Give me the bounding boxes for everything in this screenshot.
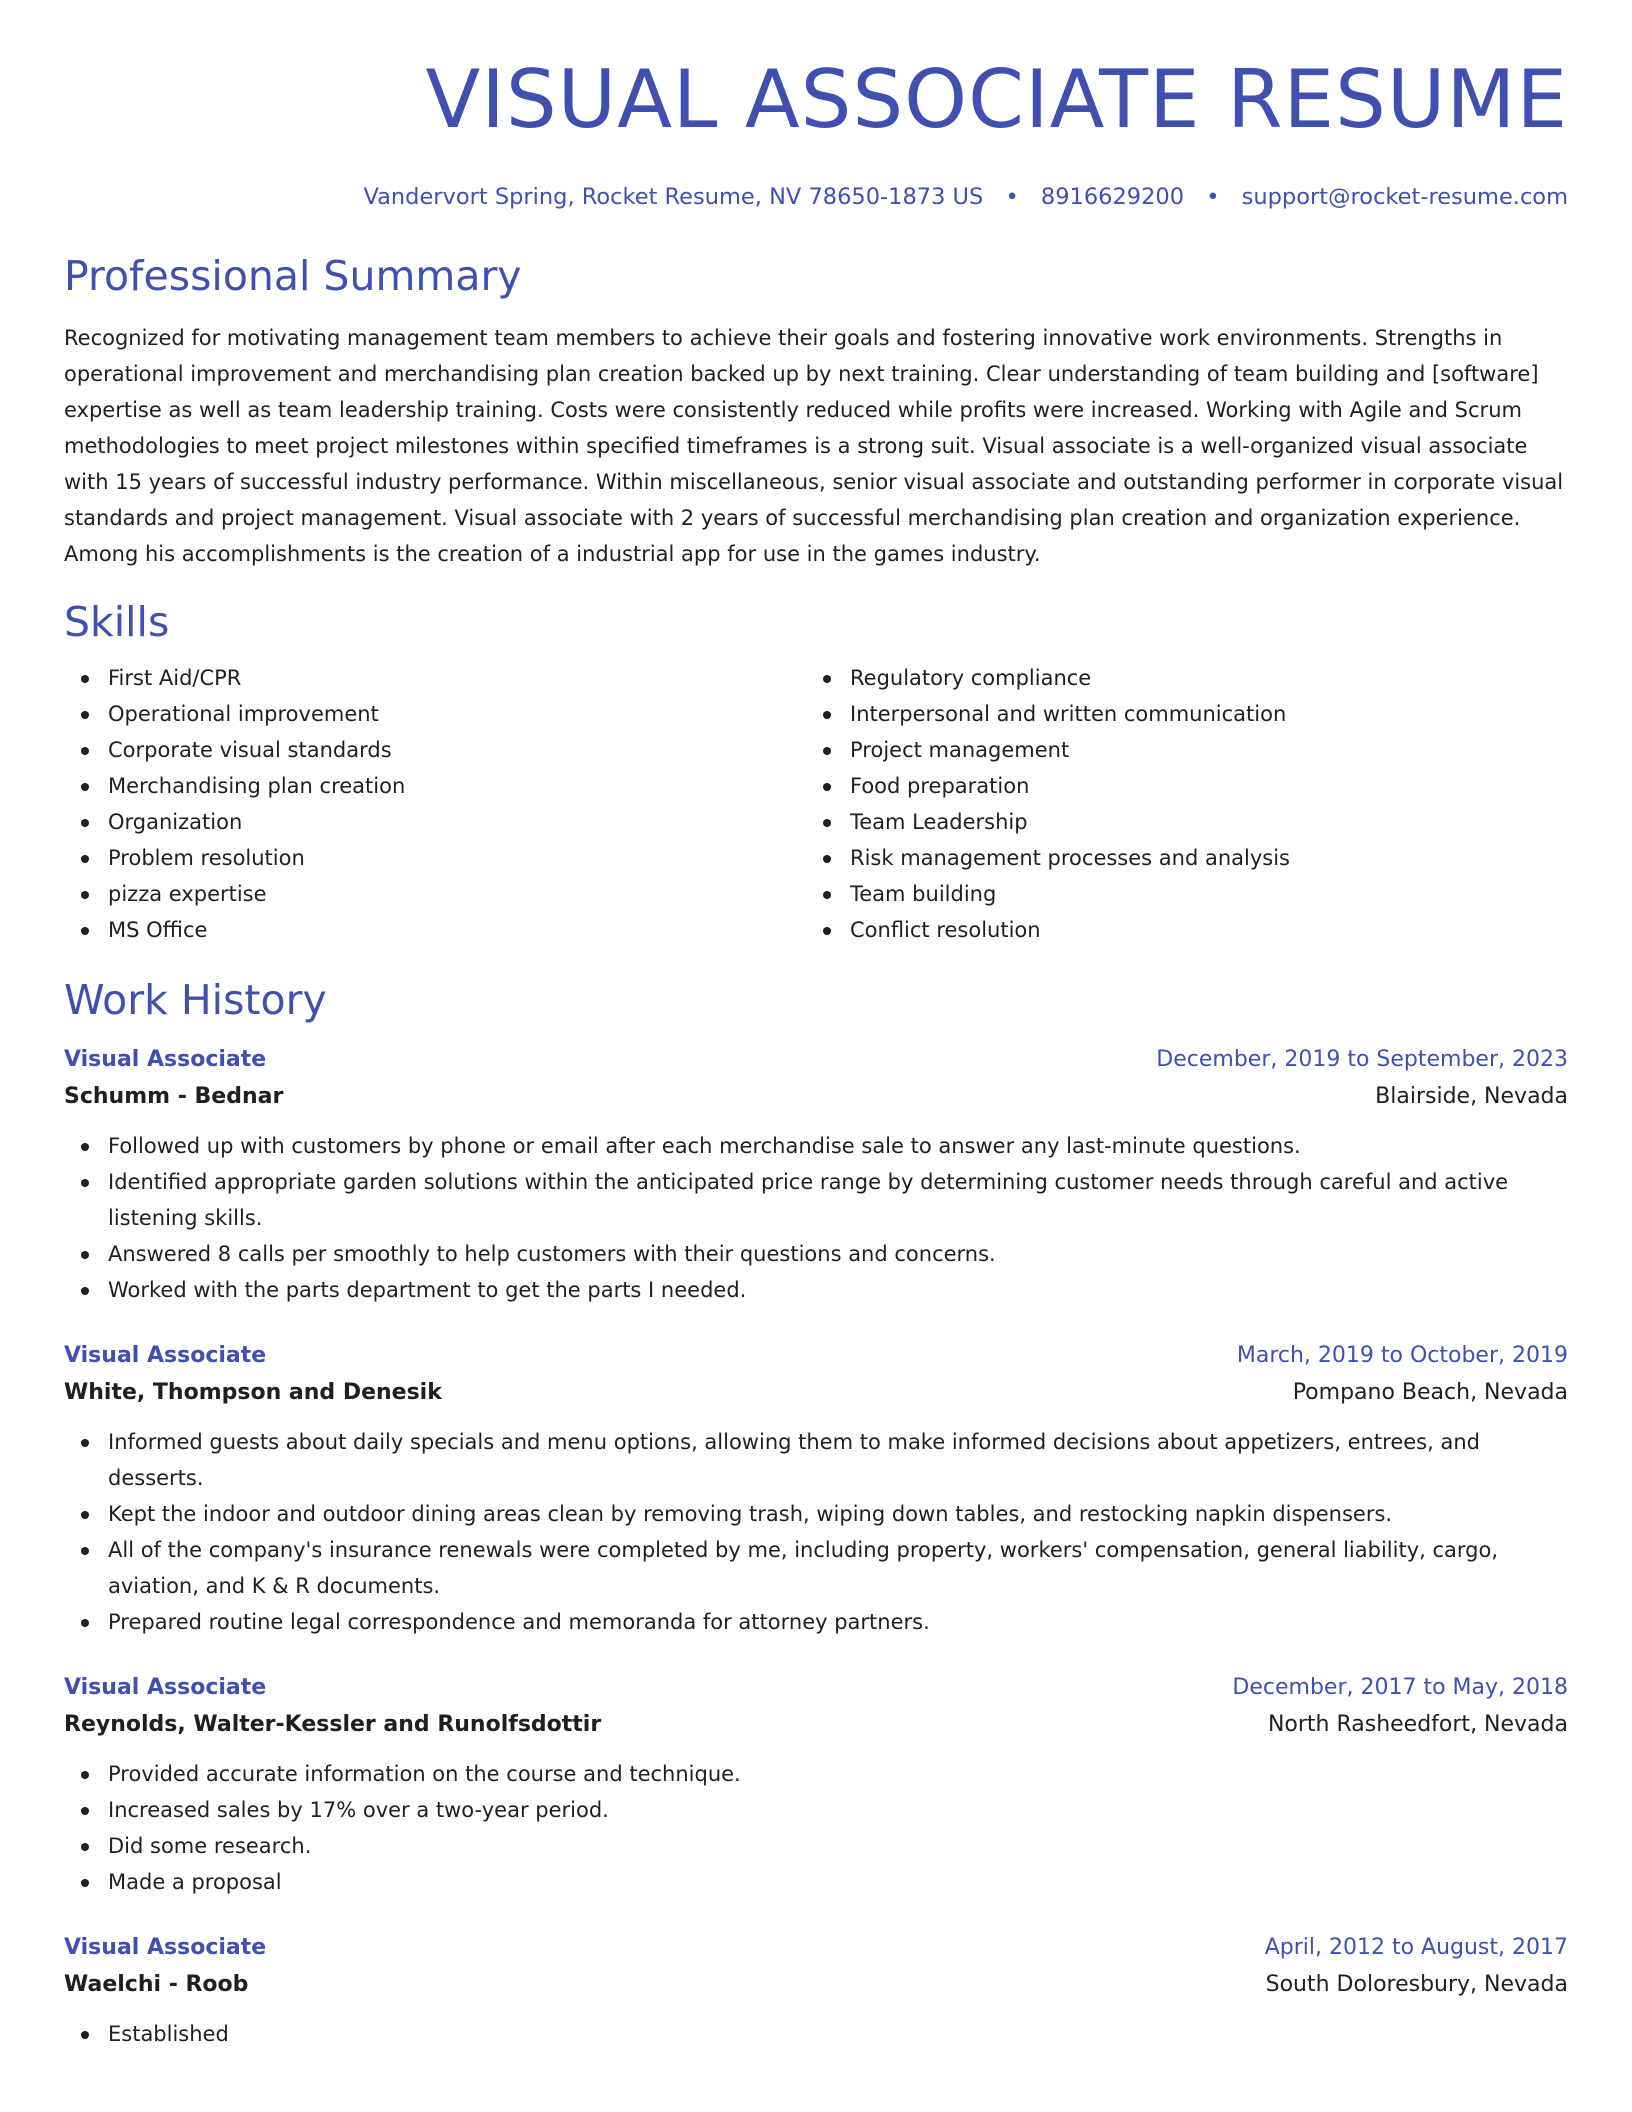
job-entry xyxy=(64,1042,1568,1308)
skill-item: Merchandising plan creation xyxy=(64,768,806,804)
job-duties xyxy=(64,1756,1568,1900)
summary-text: Recognized for motivating management team members to achieve their goals and fostering innovative work environments. Strengths in operational improvement and merchandising plan creation backed up by next training. Clear understanding of team building and [software] expertise as well as team leadership training. Costs were consistently reduced while profits were increased. Working with Agile and Scrum methodologies to meet project milestones within specified timeframes is a strong suit. Visual associate is a well-organized visual associate with 15 years of successful industry performance. Within miscellaneous, senior visual associate and outstanding performer in corporate visual standards and project management. Visual associate with 2 years of successful merchandising plan creation and organization experience. Among his accomplishments is the creation of a industrial app for use in the games industry. xyxy=(64,326,1564,566)
contact-phone: 8916629200 xyxy=(1040,184,1185,210)
contact-address: Vandervort Spring, Rocket Resume, NV 78650-1873 US xyxy=(363,184,984,210)
duty-item: Did some research. xyxy=(64,1828,1568,1864)
duty-item: Increased sales by 17% over a two-year period. xyxy=(64,1792,1568,1828)
skill-item: Team Leadership xyxy=(806,804,1548,840)
job-location: Pompano Beach, Nevada xyxy=(1292,1380,1568,1405)
section-title-skills: Skills xyxy=(64,598,170,646)
job-title: Visual Associate xyxy=(64,1047,267,1072)
skill-item: First Aid/CPR xyxy=(64,660,806,696)
duty-item: Made a proposal xyxy=(64,1864,1568,1900)
resume-title: VISUAL ASSOCIATE RESUME xyxy=(425,53,1568,146)
contact-separator: • xyxy=(1206,184,1220,210)
job-dates: March, 2019 to October, 2019 xyxy=(1236,1343,1568,1368)
skill-item: Conflict resolution xyxy=(806,912,1548,948)
skill-item: Food preparation xyxy=(806,768,1548,804)
skill-item: Corporate visual standards xyxy=(64,732,806,768)
job-title: Visual Associate xyxy=(64,1935,267,1960)
contact-separator: • xyxy=(1005,184,1019,210)
job-entry xyxy=(64,1338,1568,1640)
section-title-work-history: Work History xyxy=(64,976,327,1024)
job-duties xyxy=(64,1128,1568,1308)
job-location: South Doloresbury, Nevada xyxy=(1265,1972,1568,1997)
job-location: North Rasheedfort, Nevada xyxy=(1267,1712,1568,1737)
job-location: Blairside, Nevada xyxy=(1375,1084,1568,1109)
job-title: Visual Associate xyxy=(64,1343,267,1368)
duty-item: Provided accurate information on the course and technique. xyxy=(64,1756,1568,1792)
job-company: Reynolds, Walter-Kessler and Runolfsdottir xyxy=(64,1712,602,1737)
job-duties xyxy=(64,1424,1568,1640)
duty-item: Worked with the parts department to get the parts I needed. xyxy=(64,1272,1568,1308)
job-dates: December, 2019 to September, 2023 xyxy=(1156,1047,1568,1072)
duty-item: Answered 8 calls per smoothly to help customers with their questions and concerns. xyxy=(64,1236,1568,1272)
skill-item: pizza expertise xyxy=(64,876,806,912)
skill-item: MS Office xyxy=(64,912,806,948)
duty-item: Prepared routine legal correspondence and memoranda for attorney partners. xyxy=(64,1604,1568,1640)
duty-item: Kept the indoor and outdoor dining areas clean by removing trash, wiping down tables, and restocking napkin dispensers. xyxy=(64,1496,1568,1532)
contact-line xyxy=(64,182,1568,212)
skill-item: Interpersonal and written communication xyxy=(806,696,1548,732)
contact-email: support@rocket-resume.com xyxy=(1241,184,1568,210)
job-dates: April, 2012 to August, 2017 xyxy=(1264,1935,1568,1960)
skill-item: Project management xyxy=(806,732,1548,768)
duty-item: Identified appropriate garden solutions within the anticipated price range by determining customer needs through careful and active listening skills. xyxy=(64,1164,1568,1236)
duty-item: Established xyxy=(64,2016,1568,2052)
skill-item: Risk management processes and analysis xyxy=(806,840,1548,876)
job-entry xyxy=(64,1930,1568,2052)
skill-item: Regulatory compliance xyxy=(806,660,1548,696)
job-company: Waelchi - Roob xyxy=(64,1972,249,1997)
job-dates: December, 2017 to May, 2018 xyxy=(1232,1675,1568,1700)
duty-item: Informed guests about daily specials and menu options, allowing them to make informed decisions about appetizers, entrees, and desserts. xyxy=(64,1424,1568,1496)
duty-item: Followed up with customers by phone or email after each merchandise sale to answer any last-minute questions. xyxy=(64,1128,1568,1164)
skill-item: Team building xyxy=(806,876,1548,912)
job-company: Schumm - Bednar xyxy=(64,1084,284,1109)
job-company: White, Thompson and Denesik xyxy=(64,1380,442,1405)
section-title-professional-summary: Professional Summary xyxy=(64,252,522,300)
job-entry xyxy=(64,1670,1568,1900)
skill-item: Problem resolution xyxy=(64,840,806,876)
skills-column-right xyxy=(806,660,1548,948)
duty-item: All of the company's insurance renewals were completed by me, including property, workers' compensation, general liability, cargo, aviation, and K & R documents. xyxy=(64,1532,1568,1604)
skill-item: Operational improvement xyxy=(64,696,806,732)
skill-item: Organization xyxy=(64,804,806,840)
job-title: Visual Associate xyxy=(64,1675,267,1700)
skills-list xyxy=(64,660,1568,948)
job-duties xyxy=(64,2016,1568,2052)
skills-column-left xyxy=(64,660,806,948)
